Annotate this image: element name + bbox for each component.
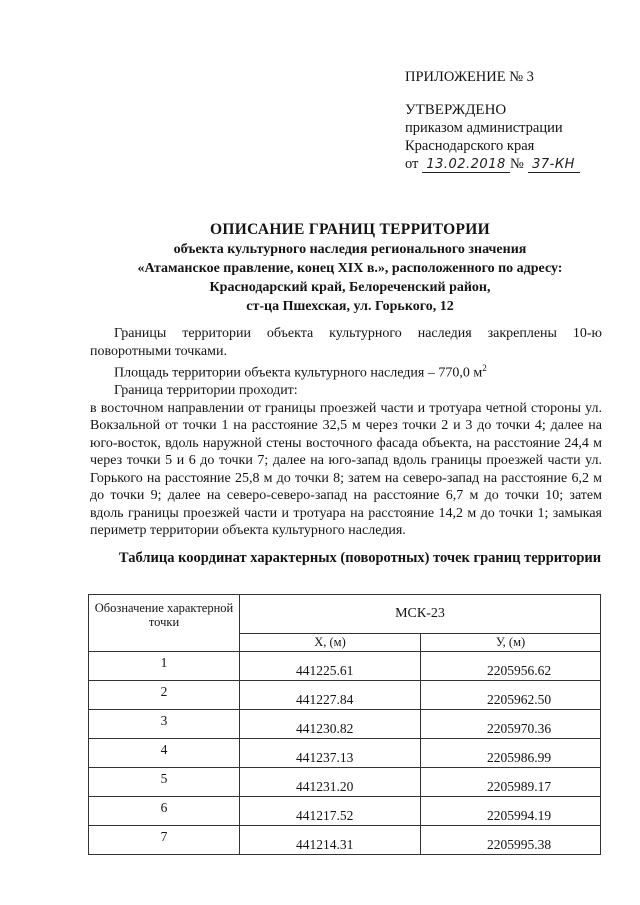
header-x: Х, (м) [240,634,421,652]
point-y: 2205994.19 [421,797,601,826]
table-row [89,681,601,710]
approved-label: УТВЕРЖДЕНО [405,102,507,118]
point-x: 441231.20 [240,768,421,797]
point-x: 441230.82 [240,710,421,739]
handwritten-number: 37-КН [528,158,580,173]
title-main: ОПИСАНИЕ ГРАНИЦ ТЕРРИТОРИИ [210,221,490,238]
table-title: Таблица координат характерных (поворотных) точек границ территории [118,550,602,566]
header-coordinate-system: МСК-23 [240,595,601,634]
paragraph-boundary-route: в восточном направлении от границы проезжей части и тротуара четной стороны ул. Вокзальной от точки 1 на расстояние 32,5 м через точки 2 и 3 до точки 4; далее на юго-восток, вдоль наружной стены восточного фасада объекта, на расстояние 24,4 м через точки 5 и 6 до точки 7; далее на юго-запад вдоль границы проезжей части ул. Горького на расстояние 25,8 м до точки 8; затем на северо-запад на расстояние 6,2 м до точки 9; далее на северо-северо-запад на расстояние 6,7 м до точки 10; затем вдоль границы проезжей части и тротуара на расстояние 14,2 м до точки 1; замыкая периметр территории объекта культурного наследия. [90,400,602,539]
approval-block [405,68,630,173]
header-designation: Обозначение характерной точки [89,595,240,652]
document-title [80,220,620,316]
table-row [89,797,601,826]
point-number: 3 [89,710,240,739]
boundary-description [90,325,602,540]
point-y: 2205956.62 [421,652,601,681]
point-number: 6 [89,797,240,826]
point-y: 2205995.38 [421,826,601,855]
point-y: 2205989.17 [421,768,601,797]
table-row [89,768,601,797]
point-x: 441237.13 [240,739,421,768]
area-superscript: 2 [482,363,487,373]
point-x: 441214.31 [240,826,421,855]
point-number: 2 [89,681,240,710]
coordinates-table [88,594,601,855]
handwritten-date: 13.02.2018 [422,158,510,173]
point-x: 441227.84 [240,681,421,710]
annex-label: ПРИЛОЖЕНИЕ № 3 [405,69,534,85]
date-prefix: от [405,156,419,172]
point-number: 7 [89,826,240,855]
paragraph-boundary-intro: Граница территории проходит: [114,383,298,399]
title-line-4: Краснодарский край, Белореченский район, [209,280,491,295]
point-x: 441225.61 [240,652,421,681]
header-y: У, (м) [421,634,601,652]
table-header-row [89,595,601,634]
approval-line-2: Краснодарского края [405,138,535,154]
point-y: 2205986.99 [421,739,601,768]
point-number: 1 [89,652,240,681]
approval-line-1: приказом администрации [405,120,563,136]
number-prefix: № [510,156,524,172]
area-text: Площадь территории объекта культурного наследия – 770,0 м [114,365,483,381]
point-x: 441217.52 [240,797,421,826]
table-row [89,739,601,768]
paragraph-points: Границы территории объекта культурного наследия закреплены 10-ю поворотными точками. [90,326,602,359]
title-line-2: объекта культурного наследия регионального значения [173,242,527,257]
table-row [89,826,601,855]
point-y: 2205962.50 [421,681,601,710]
paragraph-area [90,360,602,382]
point-number: 4 [89,739,240,768]
table-row [89,710,601,739]
approval-date-line [405,155,630,173]
table-row [89,652,601,681]
point-y: 2205970.36 [421,710,601,739]
point-number: 5 [89,768,240,797]
title-line-3: «Атаманское правление, конец XIX в.», расположенного по адресу: [137,261,563,276]
title-line-5: ст-ца Пшехская, ул. Горького, 12 [246,299,454,314]
